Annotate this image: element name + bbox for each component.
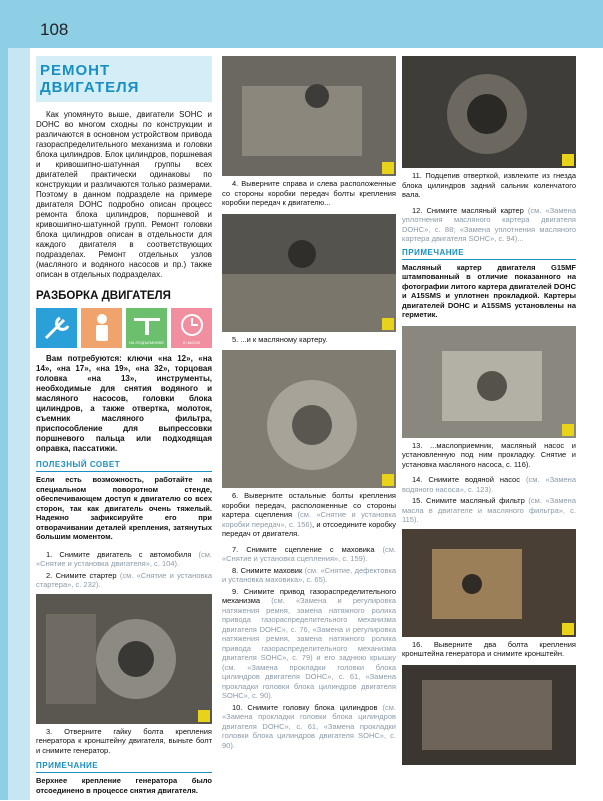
photo-marker bbox=[382, 318, 394, 330]
step-14: 14. Снимите водяной насос (см. «Замена водяного насоса», с. 123). bbox=[402, 475, 576, 494]
left-edge-band bbox=[0, 48, 8, 800]
photo-generator bbox=[36, 594, 212, 724]
photo-marker bbox=[198, 710, 210, 722]
page-header-band bbox=[0, 0, 603, 48]
column-middle bbox=[222, 56, 396, 752]
note-text-2: Масляный картер двигателя G15MF штампованный в отличие показанного на фотографии литого картера двигателей DOHC и A15SMS и уплотнен прокладкой. Картеры двигателей DOHC и A15SMS установлены на герметик. bbox=[402, 262, 576, 319]
photo-marker bbox=[562, 623, 574, 635]
photo-gearbox-bolts bbox=[222, 56, 396, 176]
step-10: 10. Снимите головку блока цилиндров (см. «Замена прокладки головки блока цилиндров двигателя DOHC», с. 61, «Замена прокладки головки блока цилиндров двигателя SOHC», с. 90). bbox=[222, 702, 396, 750]
jack-label: НА ПОДЪЕМНИКЕ bbox=[128, 340, 165, 345]
wrench-icon bbox=[36, 308, 77, 348]
caption-11: 11. Подцепив отверткой, извлеките из гнезда блока цилиндров задний сальник коленчатого вала. bbox=[402, 171, 576, 199]
tools-paragraph: Вам потребуются: ключи «на 12», «на 14», «на 17», «на 19», «на 32», торцовая головка «на 13», инструменты, необходимые для снятия водяного и масляного насосов, головки блока цилиндров, а также отвертка, молоток, съемник масляного фильтра, приспособление для выпрессовки поршневого пальца или подходящая оправка, пассатижи. bbox=[36, 354, 212, 453]
jack-icon bbox=[126, 308, 167, 348]
requirements-icons bbox=[36, 308, 212, 348]
photo-oil-pump bbox=[402, 326, 576, 438]
title-box bbox=[36, 56, 212, 102]
column-right bbox=[402, 56, 576, 765]
page-number: 108 bbox=[40, 20, 69, 39]
advice-heading: ПОЛЕЗНЫЙ СОВЕТ bbox=[36, 460, 212, 472]
step-12: 12. Снимите масляный картер (см. «Замена уплотнения масляного картера двигателя DOHC», с. 88; «Замена уплотнения масляного картера двигателя SOHC», с. 94)... bbox=[402, 205, 576, 243]
section-heading: РАЗБОРКА ДВИГАТЕЛЯ bbox=[36, 290, 171, 302]
note-text-1: Верхнее крепление генератора было отсоединено в процессе снятия двигателя. bbox=[36, 776, 212, 795]
page-title: РЕМОНТ ДВИГАТЕЛЯ bbox=[40, 62, 140, 96]
caption-5: 5. ...и к масляному картеру. bbox=[232, 334, 328, 344]
photo-marker bbox=[562, 154, 574, 166]
note-heading-1: ПРИМЕЧАНИЕ bbox=[36, 761, 212, 773]
step-8: 8. Снимите маховик (см. «Снятие, дефектовка и установка маховика», с. 65). bbox=[222, 565, 396, 584]
step-7: 7. Снимите сцепление с маховика (см. «Снятие и установка сцепления», с. 159). bbox=[222, 544, 396, 563]
photo-oil-pan-bolts bbox=[222, 214, 396, 332]
person-icon bbox=[81, 308, 122, 348]
caption-3: 3. Отверните гайку болта крепления генератора к кронштейну двигателя, выньте болт и снимите генератор. bbox=[36, 726, 212, 755]
step-9: 9. Снимите привод газораспределительного механизма (см. «Замена и регулировка натяжения ремня, замена натяжного ролика привода газораспределительного механизма двигателя DOHC», с. 76, «Замена и регулировка натяжения ремня, замена натяжного ролика привода газораспределительного механизма двигателя SOHC», с. 79) и его заднюю крышку (см. «Замена прокладки головки блока цилиндров двигателя DOHC», с. 61, «Замена прокладки головки блока цилиндров двигателя SOHC», с. 90). bbox=[222, 586, 396, 700]
step-15: 15. Снимите масляный фильтр (см. «Замена масла в двигателе и масляного фильтра», с. 115). bbox=[402, 496, 576, 524]
column-left bbox=[36, 56, 212, 801]
step-1: 1. Снимите двигатель с автомобиля (см. «Снятие и установка двигателя», с. 104). bbox=[36, 549, 212, 568]
photo-marker bbox=[382, 474, 394, 486]
photo-marker bbox=[382, 162, 394, 174]
caption-13: 13. ...маслоприемник, масляный насос и установленную под ним прокладку. Снятие и установка масляного насоса, с. 116). bbox=[402, 440, 576, 469]
clock-icon bbox=[171, 308, 212, 348]
time-label: 8 ЧАСОВ bbox=[182, 340, 201, 345]
photo-rear-seal bbox=[402, 56, 576, 168]
step-2: 2. Снимите стартер (см. «Снятие и установка стартера», с. 232). bbox=[36, 570, 212, 589]
photo-marker bbox=[562, 424, 574, 436]
caption-6: 6. Выверните остальные болты крепления коробки передач, расположенные со стороны картера сцепления (см. «Снятие и установка коробки передач», с. 156), и отсоедините коробку передач от двигателя. bbox=[222, 491, 396, 538]
caption-4: 4. Выверните справа и слева расположенные со стороны коробки передач болты крепления коробки передач к двигателю... bbox=[222, 179, 396, 207]
photo-generator-bracket bbox=[402, 529, 576, 637]
note-heading-2: ПРИМЕЧАНИЕ bbox=[402, 248, 576, 260]
advice-text: Если есть возможность, работайте на специальном поворотном стенде, обеспечивающем доступ к двигателю со всех сторон, так как двигатель очень тяжелый. Надежно зафиксируйте его при отворачивании деталей крепления, затянутых большим моментом. bbox=[36, 475, 212, 541]
photo-clutch-housing bbox=[222, 350, 396, 488]
photo-engine-block bbox=[402, 665, 576, 765]
caption-16: 16. Выверните два болта крепления кронштейна генератора и снимите кронштейн. bbox=[402, 639, 576, 658]
intro-paragraph: Как упомянуто выше, двигатели SOHC и DOHC во многом сходны по конструкции и различаются в основном устройством привода газораспределительного механизма и головки блока цилиндров. Блок цилиндров, поршневая и кривошипно-шатунная группы всех двигателей практически одинаковы по конструкции и различаются только размерами. Поэтому в данном подразделе на примере двигателя DOHC подробно описан процесс ремонта блока цилиндров, поршневой и кривошипно-шатунной групп. Ремонт головки блока цилиндров описан в отдельности для каждого двигателя в соответствующих подразделах. Ремонт отдельных узлов (масляного и водяного насосов и пр.) также описан в отдельных подразделах. bbox=[36, 110, 212, 279]
